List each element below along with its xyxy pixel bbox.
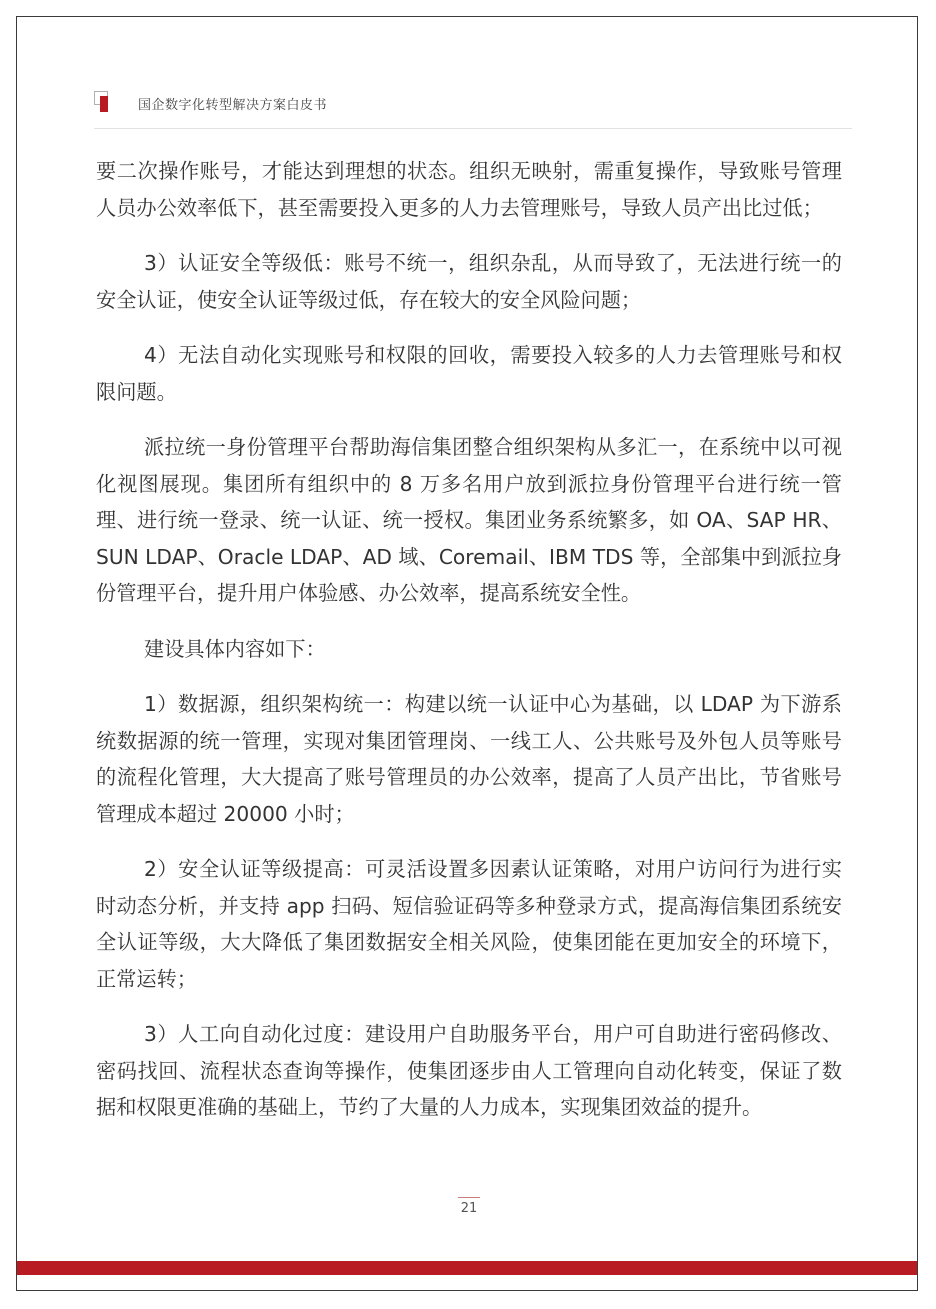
paragraph-item-4-no-automation: 4）无法自动化实现账号和权限的回收，需要投入较多的人力去管理账号和权限问题。 (96, 343, 842, 404)
page-number-divider (458, 1197, 480, 1198)
page-number: 21 (460, 1201, 478, 1216)
brand-logo-icon (94, 91, 114, 113)
paragraph-construction-intro: 建设具体内容如下： (144, 636, 326, 661)
paragraph-item-2-security: 2）安全认证等级提高：可灵活设置多因素认证策略，对用户访问行为进行实时动态分析，并支持 app 扫码、短信验证码等多种登录方式，提高海信集团系统安全认证等级，大大降低了集团数据安全相关风险，使集团能在更加安全的环境下，正常运转； (96, 857, 842, 991)
paragraph-item-1-datasource: 1）数据源，组织架构统一：构建以统一认证中心为基础，以 LDAP 为下游系统数据源的统一管理，实现对集团管理岗、一线工人、公共账号及外包人员等账号的流程化管理，大大提高了账号管理员的办公效率，提高了人员产出比，节省账号管理成本超过 20000 小时； (96, 692, 842, 826)
footer-red-bar (17, 1261, 917, 1275)
paragraph-continuation: 要二次操作账号，才能达到理想的状态。组织无映射，需重复操作，导致账号管理人员办公效率低下，甚至需要投入更多的人力去管理账号，导致人员产出比过低； (96, 159, 842, 220)
body-content (96, 153, 842, 1145)
header-divider (94, 128, 852, 129)
paragraph-item-3-automation: 3）人工向自动化过度：建设用户自助服务平台，用户可自助进行密码修改、密码找回、流程状态查询等操作，使集团逐步由人工管理向自动化转变，保证了数据和权限更准确的基础上，节约了大量的人力成本，实现集团效益的提升。 (96, 1022, 842, 1119)
header-title: 国企数字化转型解决方案白皮书 (138, 98, 328, 113)
paragraph-item-3-auth-level-low: 3）认证安全等级低：账号不统一，组织杂乱，从而导致了，无法进行统一的安全认证，使安全认证等级过低，存在较大的安全风险问题； (96, 251, 842, 312)
paragraph-paila-platform: 派拉统一身份管理平台帮助海信集团整合组织架构从多汇一，在系统中以可视化视图展现。集团所有组织中的 8 万多名用户放到派拉身份管理平台进行统一管理、进行统一登录、统一认证、统一授权。集团业务系统繁多，如 OA、SAP HR、SUN LDAP、Oracle LDAP、AD 域、Coremail、IBM TDS 等，全部集中到派拉身份管理平台，提升用户体验感、办公效率，提高系统安全性。 (96, 435, 842, 605)
logo-red-bar (100, 96, 108, 112)
